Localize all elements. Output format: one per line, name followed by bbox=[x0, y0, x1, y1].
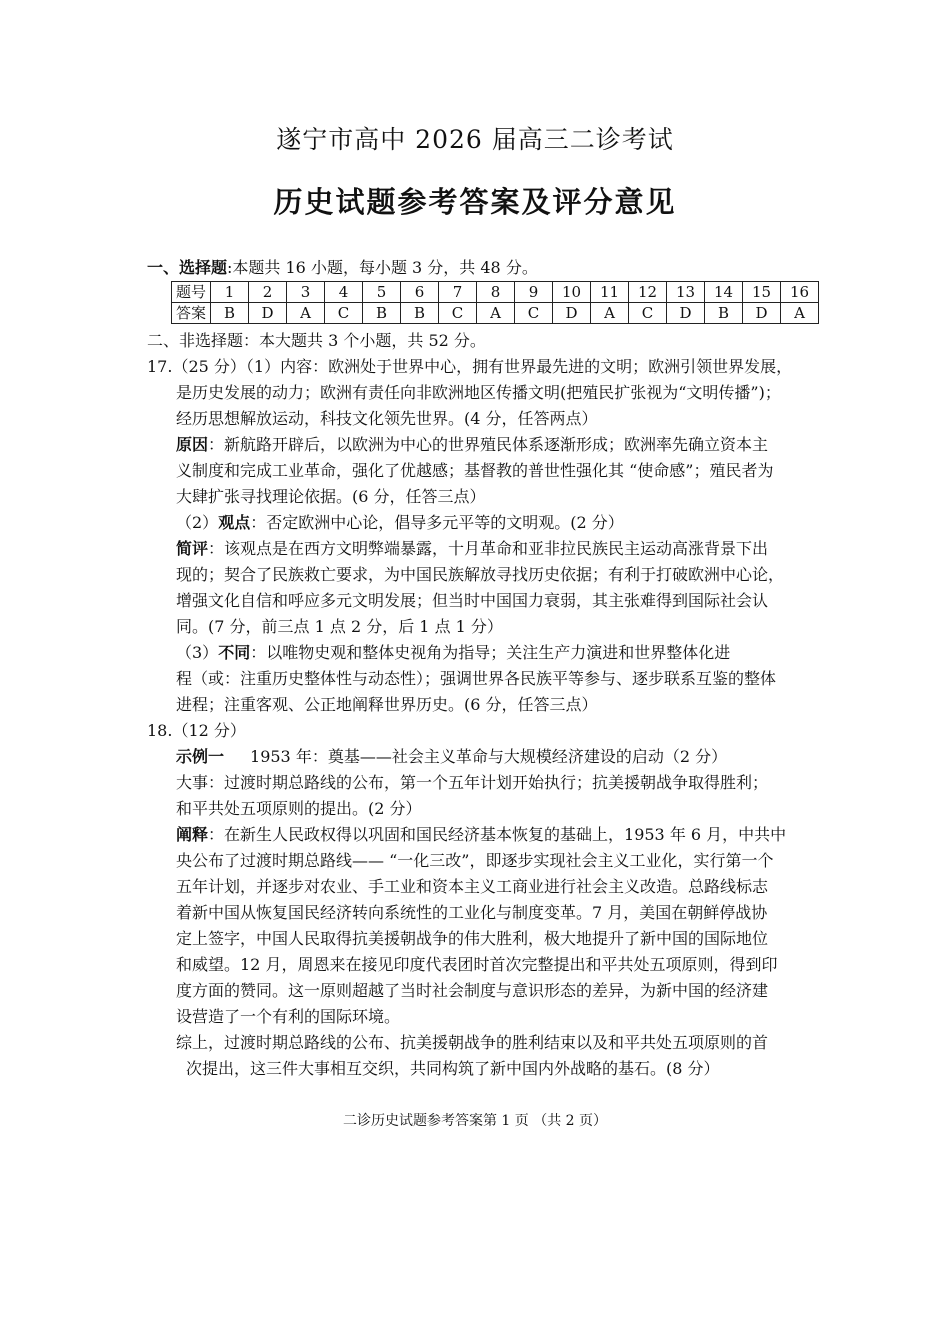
answer-cell: D bbox=[249, 303, 287, 324]
answer-cell: D bbox=[667, 303, 705, 324]
row-label-answer: 答案 bbox=[172, 303, 211, 324]
q18-line-2: 和平共处五项原则的提出。(2 分） bbox=[176, 799, 422, 818]
answer-cell: C bbox=[439, 303, 477, 324]
q17-view-label: 观点 bbox=[218, 513, 251, 532]
answer-cell: A bbox=[287, 303, 325, 324]
q17-reason-line bbox=[176, 434, 768, 456]
question-number: 6 bbox=[401, 282, 439, 303]
q17-line-3: 经历思想解放运动，科技文化领先世界。(4 分，任答两点） bbox=[176, 409, 598, 428]
q18-line-11: 综上，过渡时期总路线的公布、抗美援朝战争的胜利结束以及和平共处五项原则的首 bbox=[176, 1033, 769, 1052]
q17-line-14: 进程；注重客观、公正地阐释世界历史。(6 分，任答三点） bbox=[176, 695, 598, 714]
question-number: 8 bbox=[477, 282, 515, 303]
q18-line-9: 度方面的赞同。这一原则超越了当时社会制度与意识形态的差异，为新中国的经济建 bbox=[176, 981, 769, 1000]
q17-view-line bbox=[176, 512, 624, 534]
question-number: 2 bbox=[249, 282, 287, 303]
answer-cell: C bbox=[325, 303, 363, 324]
question-number: 14 bbox=[705, 282, 743, 303]
q18-line-10: 设营造了一个有利的国际环境。 bbox=[176, 1007, 401, 1026]
question-number: 7 bbox=[439, 282, 477, 303]
answer-table bbox=[171, 281, 819, 324]
question-number: 12 bbox=[629, 282, 667, 303]
answer-cell: B bbox=[705, 303, 743, 324]
q17-line-2: 是历史发展的动力；欧洲有责任向非欧洲地区传播文明(把殖民扩张视为“文明传播”)； bbox=[176, 383, 781, 402]
answer-cell: C bbox=[629, 303, 667, 324]
q17-part3-prefix: （3） bbox=[176, 643, 219, 662]
q18-line-4: 央公布了过渡时期总路线—— “一化三改”，即逐步实现社会主义工业化，实行第一个 bbox=[176, 851, 774, 870]
q17-reason-label: 原因 bbox=[176, 435, 209, 454]
q18-explain-text: ：在新生人民政权得以巩固和国民经济基本恢复的基础上，1953 年 6 月，中共中 bbox=[208, 825, 787, 844]
q17-line-6: 大肆扩张寻找理论依据。(6 分，任答三点） bbox=[176, 487, 486, 506]
answer-cell: B bbox=[401, 303, 439, 324]
answer-cell: D bbox=[553, 303, 591, 324]
q18-line-5: 五年计划，并逐步对农业、手工业和资本主义工商业进行社会主义改造。总路线标志 bbox=[176, 877, 769, 896]
q17-diff-line bbox=[176, 642, 730, 664]
answer-cell: B bbox=[363, 303, 401, 324]
q18-example-line bbox=[176, 746, 727, 768]
q17-comment-text: ：该观点是在西方文明弊端暴露，十月革命和亚非拉民族民主运动高涨背景下出 bbox=[208, 539, 769, 558]
section-1-label: 一、选择题 bbox=[147, 258, 228, 277]
q17-view-text: ：否定欧洲中心论，倡导多元平等的文明观。(2 分） bbox=[250, 513, 624, 532]
q18-explain-label: 阐释 bbox=[176, 825, 209, 844]
question-number: 13 bbox=[667, 282, 705, 303]
answer-cell: A bbox=[591, 303, 629, 324]
q18-line-12: 次提出，这三件大事相互交织，共同构筑了新中国内外战略的基石。(8 分） bbox=[186, 1059, 720, 1078]
q17-reason-text: ：新航路开辟后，以欧洲为中心的世界殖民体系逐渐形成；欧洲率先确立资本主 bbox=[208, 435, 769, 454]
answer-cell: A bbox=[477, 303, 515, 324]
q17-line-5: 义制度和完成工业革命，强化了优越感；基督教的普世性强化其 “使命感”；殖民者为 bbox=[176, 461, 774, 480]
question-number: 1 bbox=[211, 282, 249, 303]
section-1-desc: :本题共 16 小题，每小题 3 分，共 48 分。 bbox=[227, 258, 538, 277]
answer-cell: B bbox=[211, 303, 249, 324]
answer-cell: D bbox=[743, 303, 781, 324]
q17-line-1: 17.（25 分）（1）内容：欧洲处于世界中心，拥有世界最先进的文明；欧洲引领世界发展， bbox=[147, 357, 793, 376]
question-number: 10 bbox=[553, 282, 591, 303]
q17-diff-label: 不同 bbox=[218, 643, 251, 662]
q18-heading: 18.（12 分） bbox=[147, 721, 246, 740]
page-footer: 二诊历史试题参考答案第 1 页 （共 2 页） bbox=[342, 1113, 608, 1129]
question-number: 3 bbox=[287, 282, 325, 303]
q17-line-13: 程（或：注重历史整体性与动态性）；强调世界各民族平等参与、逐步联系互鉴的整体 bbox=[176, 669, 777, 688]
row-label-number: 题号 bbox=[172, 282, 211, 303]
answer-cell: C bbox=[515, 303, 553, 324]
q17-diff-text: ：以唯物史观和整体史视角为指导；关注生产力演进和世界整体化进 bbox=[250, 643, 731, 662]
question-number: 16 bbox=[781, 282, 819, 303]
answer-cell: A bbox=[781, 303, 819, 324]
question-number: 15 bbox=[743, 282, 781, 303]
q18-explain-line bbox=[176, 824, 786, 846]
q17-line-11: 同。(7 分，前三点 1 点 2 分，后 1 点 1 分） bbox=[176, 617, 503, 636]
document-title: 历史试题参考答案及评分意见 bbox=[273, 185, 677, 219]
q17-part2-prefix: （2） bbox=[176, 513, 219, 532]
exam-title: 遂宁市高中 2026 届高三二诊考试 bbox=[276, 125, 674, 154]
q17-line-10: 增强文化自信和呼应多元文明发展；但当时中国国力衰弱，其主张难得到国际社会认 bbox=[176, 591, 769, 610]
answer-table-number-row bbox=[172, 282, 819, 303]
answer-table-answer-row bbox=[172, 303, 819, 324]
q17-line-9: 现的；契合了民族救亡要求，为中国民族解放寻找历史依据；有利于打破欧洲中心论， bbox=[176, 565, 785, 584]
q18-example-label: 示例一 bbox=[176, 747, 225, 766]
q18-line-7: 定上签字，中国人民取得抗美援朝战争的伟大胜利，极大地提升了新中国的国际地位 bbox=[176, 929, 769, 948]
question-number: 11 bbox=[591, 282, 629, 303]
section-2-heading: 二、非选择题：本大题共 3 个小题，共 52 分。 bbox=[147, 331, 486, 350]
section-1-heading bbox=[147, 257, 538, 279]
q18-line-1: 大事：过渡时期总路线的公布，第一个五年计划开始执行；抗美援朝战争取得胜利； bbox=[176, 773, 769, 792]
q18-line-6: 着新中国从恢复国民经济转向系统性的工业化与制度变革。7 月，美国在朝鲜停战协 bbox=[176, 903, 768, 922]
q18-line-8: 和威望。12 月，周恩来在接见印度代表团时首次完整提出和平共处五项原则，得到印 bbox=[176, 955, 778, 974]
q17-comment-label: 简评 bbox=[176, 539, 209, 558]
q17-comment-line bbox=[176, 538, 768, 560]
q18-example-text: 1953 年：奠基——社会主义革命与大规模经济建设的启动（2 分） bbox=[250, 747, 728, 766]
question-number: 4 bbox=[325, 282, 363, 303]
question-number: 5 bbox=[363, 282, 401, 303]
question-number: 9 bbox=[515, 282, 553, 303]
